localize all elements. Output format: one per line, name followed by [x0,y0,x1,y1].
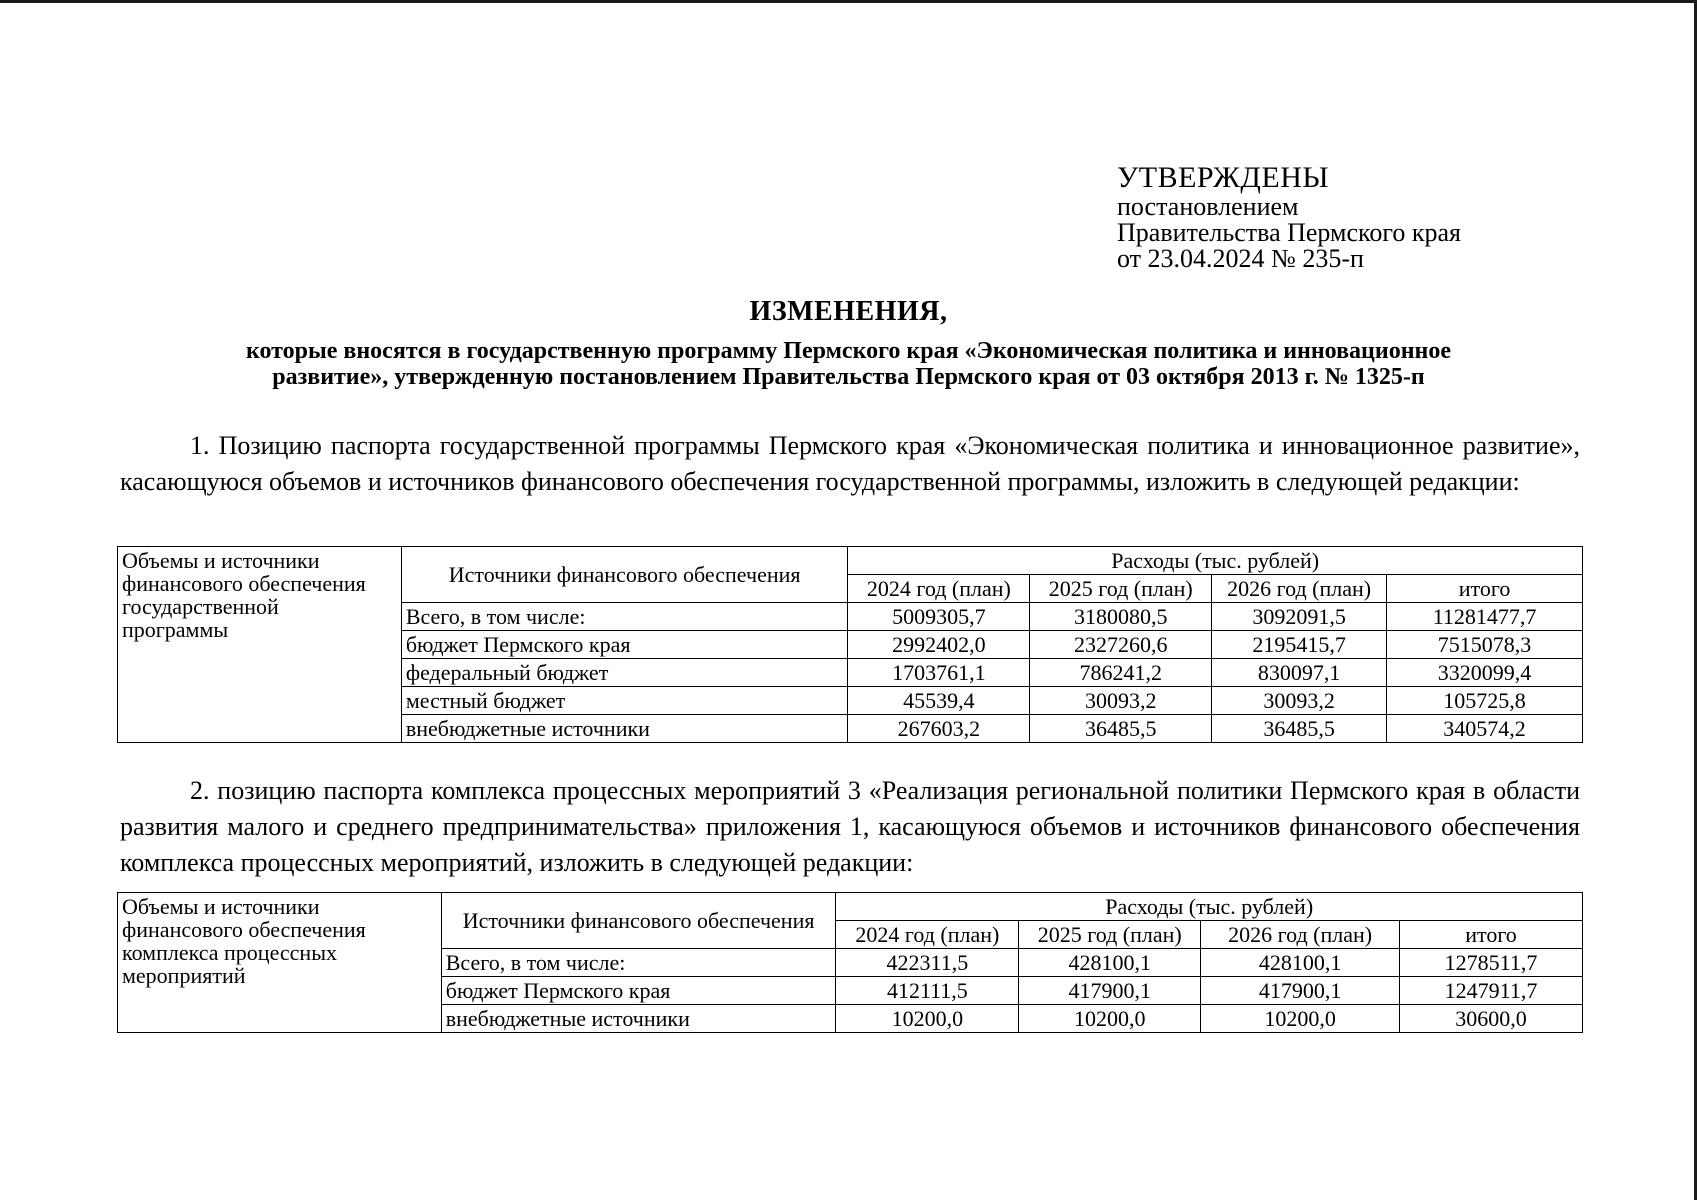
financing-table-complex [117,892,1583,1033]
lead-line: государственной [122,594,279,619]
cell-value: 2195415,7 [1212,631,1387,659]
year-header: 2026 год (план) [1201,921,1400,949]
cell-value: 45539,4 [848,687,1030,715]
financing-table-program [117,546,1583,743]
approval-stamp [1117,162,1461,272]
paragraph-2: 2. позицию паспорта комплекса процессных мероприятий 3 «Реализация региональной политики Пермского края в области развития малого и среднего предпринимательства» приложения 1, касающуюся объемов и источников финансового обеспечения комплекса процессных мероприятий, изложить в следующей редакции: [120,776,1580,877]
cell-value: 340574,2 [1387,715,1583,743]
cell-value: 5009305,7 [848,603,1030,631]
cell-value: 3320099,4 [1387,659,1583,687]
cell-value: 428100,1 [1019,949,1201,977]
cell-value: 417900,1 [1019,977,1201,1005]
cell-value: 412111,5 [836,977,1019,1005]
cell-value: 422311,5 [836,949,1019,977]
row-label: Всего, в том числе: [441,949,836,977]
cell-value: 11281477,7 [1387,603,1583,631]
total-header: итого [1387,575,1583,603]
cell-value: 10200,0 [836,1005,1019,1033]
lead-line: комплекса процессных [122,940,337,965]
cell-value: 10200,0 [1019,1005,1201,1033]
scan-edge-top [0,0,1697,3]
cell-value: 2992402,0 [848,631,1030,659]
approval-line: постановлением [1117,192,1299,221]
cell-value: 267603,2 [848,715,1030,743]
cell-value: 105725,8 [1387,687,1583,715]
cell-value: 30093,2 [1030,687,1212,715]
cell-value: 3180080,5 [1030,603,1212,631]
cell-value: 36485,5 [1030,715,1212,743]
year-header: 2025 год (план) [1030,575,1212,603]
cell-value: 1703761,1 [848,659,1030,687]
lead-line: Объемы и источники [122,894,320,919]
year-header: 2026 год (план) [1212,575,1387,603]
row-label: внебюджетные источники [441,1005,836,1033]
cell-value: 30600,0 [1400,1005,1583,1033]
total-header: итого [1400,921,1583,949]
row-label: бюджет Пермского края [401,631,848,659]
paragraph-1: 1. Позицию паспорта государственной программы Пермского края «Экономическая политика и инновационное развитие», касающуюся объемов и источников финансового обеспечения государственной программы, изложить в следующей редакции: [120,431,1580,496]
lead-line: финансового обеспечения [122,571,366,596]
document-title: ИЗМЕНЕНИЯ, [749,296,948,327]
cell-value: 36485,5 [1212,715,1387,743]
table-lead-cell [118,893,442,1033]
cell-value: 3092091,5 [1212,603,1387,631]
lead-line: мероприятий [122,963,246,988]
approval-line: Правительства Пермского края [1117,218,1461,247]
row-label: местный бюджет [401,687,848,715]
approval-line: от 23.04.2024 № 235-п [1117,244,1364,273]
cell-value: 7515078,3 [1387,631,1583,659]
row-label: внебюджетные источники [401,715,848,743]
expenses-header: Расходы (тыс. рублей) [848,547,1583,575]
approval-heading: УТВЕРЖДЕНЫ [1117,161,1330,194]
row-label: бюджет Пермского края [441,977,836,1005]
cell-value: 1278511,7 [1400,949,1583,977]
cell-value: 830097,1 [1212,659,1387,687]
table-lead-cell [118,547,402,743]
subtitle-line: развитие», утвержденную постановлением Правительства Пермского края от 03 октября 2013 г. № 1325-п [272,364,1425,390]
row-label: Всего, в том числе: [401,603,848,631]
cell-value: 30093,2 [1212,687,1387,715]
lead-line: финансового обеспечения [122,917,366,942]
lead-line: программы [122,617,229,642]
sources-header: Источники финансового обеспечения [441,893,836,949]
cell-value: 417900,1 [1201,977,1400,1005]
subtitle-line: которые вносятся в государственную программу Пермского края «Экономическая политика и инновационное [245,338,1451,364]
cell-value: 786241,2 [1030,659,1212,687]
document-subtitle [120,338,1577,390]
cell-value: 2327260,6 [1030,631,1212,659]
expenses-header: Расходы (тыс. рублей) [836,893,1583,921]
sources-header: Источники финансового обеспечения [401,547,848,603]
year-header: 2024 год (план) [848,575,1030,603]
cell-value: 428100,1 [1201,949,1400,977]
cell-value: 10200,0 [1201,1005,1400,1033]
cell-value: 1247911,7 [1400,977,1583,1005]
year-header: 2024 год (план) [836,921,1019,949]
row-label: федеральный бюджет [401,659,848,687]
year-header: 2025 год (план) [1019,921,1201,949]
lead-line: Объемы и источники [122,548,320,573]
